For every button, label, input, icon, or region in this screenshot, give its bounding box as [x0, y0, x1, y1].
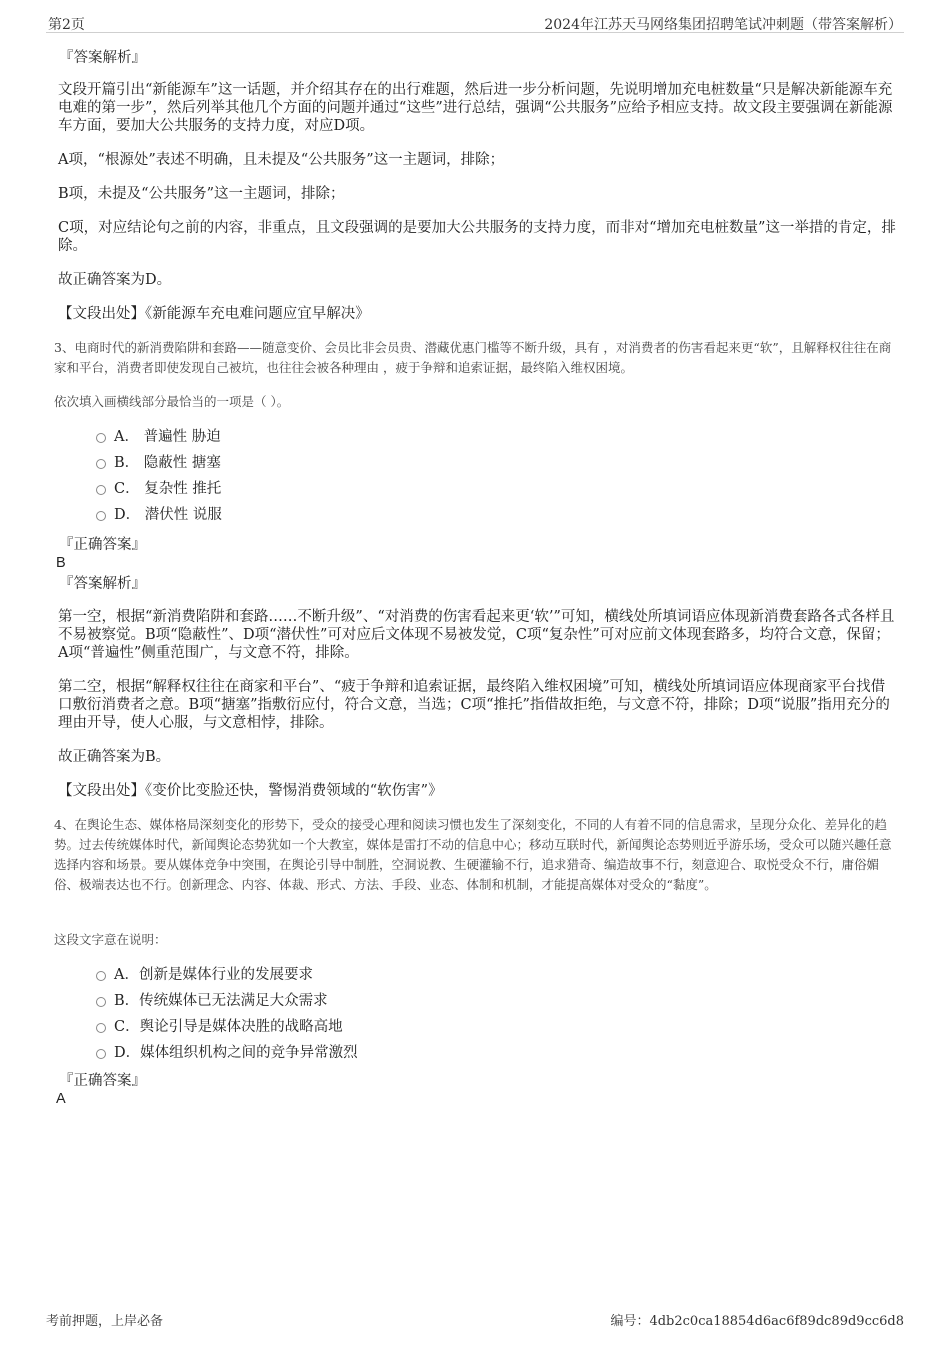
q4-option-d[interactable]: D．媒体组织机构之间的竞争异常激烈 — [56, 1040, 898, 1066]
q3-analysis-para-2: 第二空，根据“解释权往往在商家和平台”、“疲于争辩和追索证据，最终陷入维权困境”可知，横线处所填词语应体现商家平台找借口敷衍消费者之意。B项“搪塞”指敷衍应付，符合文意，当选；C项“推托”指借故拒绝，与文意不符，排除；D项“说服”指用充分的理由开导，使人心服，与文意相悖，排除。 — [58, 679, 890, 731]
q3-option-b[interactable]: B． 隐蔽性 搪塞 — [56, 450, 898, 476]
q3-analysis-conclusion: 故正确答案为B。 — [58, 749, 171, 765]
q2-analysis-label: 『答案解析』 — [59, 50, 146, 66]
q3-analysis-para-1: 第一空，根据“新消费陷阱和套路……不断升级”、“对消费的伤害看起来更‘软’”可知，横线处所填词语应体现新消费套路各式各样且不易被察觉。B项“隐蔽性”、D项“潜伏性”可对应后文体现不易被发觉，C项“复杂性”可对应前文体现套路多，均符合文意，保留；A项“普遍性”侧重范围广，与文意不符，排除。 — [58, 609, 895, 661]
radio-icon[interactable] — [96, 971, 106, 981]
q4-option-c[interactable]: C．舆论引导是媒体决胜的战略高地 — [56, 1014, 898, 1040]
q4-answer-label: 『正确答案』 — [59, 1073, 146, 1089]
q2-analysis-para-4: C项，对应结论句之前的内容，非重点，且文段强调的是要加大公共服务的支持力度，而非对“增加充电桩数量”这一举措的肯定，排除。 — [58, 220, 896, 254]
q2-analysis-para-1: 文段开篇引出“新能源车”这一话题，并介绍其存在的出行难题，然后进一步分析问题，先说明增加充电桩数量“只是解决新能源车充电难的第一步”，然后列举其他几个方面的问题并通过“这些”进行总结，强调“公共服务”应给予相应支持。故文段主要强调在新能源车方面，要加大公共服务的支持力度，对应D项。 — [58, 82, 893, 134]
q2-source: 【文段出处】《新能源车充电难问题应宜早解决》 — [58, 306, 370, 322]
radio-icon[interactable] — [96, 433, 106, 443]
q4-stem: 4、在舆论生态、媒体格局深刻变化的形势下，受众的接受心理和阅读习惯也发生了深刻变化，不同的人有着不同的信息需求，呈现分众化、差异化的趋势。过去传统媒体时代，新闻舆论态势犹如一个大教室，媒体是雷打不动的信息中心；移动互联时代，新闻舆论态势则近乎游乐场，受众可以随兴趣任意选择内容和场景。要从媒体竞争中突围，在舆论引导中制胜，空洞说教、生硬灌输不行，追求猎奇、编造故事不行，刻意迎合、取悦受众不行，庸俗媚俗、极端表达也不行。创新理念、内容、体裁、形式、方法、手段、业态、体制和机制，才能提高媒体对受众的“黏度”。 — [54, 817, 892, 892]
q4-instruction: 这段文字意在说明： — [54, 932, 167, 947]
q2-analysis-para-2: A项，“根源处”表述不明确，且未提及“公共服务”这一主题词，排除； — [58, 152, 505, 168]
document-id: 编号：4db2c0ca18854d6ac6f89dc89d9cc6d8 — [610, 1314, 904, 1329]
q3-source: 【文段出处】《变价比变脸还快，警惕消费领域的“软伤害”》 — [58, 783, 443, 799]
q4-options — [56, 962, 898, 1066]
q4-option-a[interactable]: A．创新是媒体行业的发展要求 — [56, 962, 898, 988]
q3-option-d[interactable]: D． 潜伏性 说服 — [56, 502, 898, 528]
q4-option-b[interactable]: B．传统媒体已无法满足大众需求 — [56, 988, 898, 1014]
page-header — [46, 12, 904, 33]
q3-stem: 3、电商时代的新消费陷阱和套路——随意变价、会员比非会员贵、潜藏优惠门槛等不断升级，具有 ，对消费者的伤害看起来更“软”，且解释权往往在商家和平台，消费者即使发现自己被坑，也往往会被各种理由 ，疲于争辩和追索证据，最终陷入维权困境。 — [54, 340, 892, 375]
radio-icon[interactable] — [96, 1049, 106, 1059]
radio-icon[interactable] — [96, 459, 106, 469]
q3-answer: B — [56, 555, 66, 571]
q3-options — [56, 424, 898, 528]
q3-answer-label: 『正确答案』 — [59, 537, 146, 553]
radio-icon[interactable] — [96, 485, 106, 495]
q3-analysis-label: 『答案解析』 — [59, 576, 146, 592]
page-number: 第2页 — [48, 17, 85, 33]
q3-instruction: 依次填入画横线部分最恰当的一项是（ ）。 — [54, 394, 290, 409]
q3-option-c[interactable]: C． 复杂性 推托 — [56, 476, 898, 502]
footer-slogan: 考前押题，上岸必备 — [46, 1314, 164, 1329]
document-title: 2024年江苏天马网络集团招聘笔试冲刺题（带答案解析） — [544, 17, 902, 33]
radio-icon[interactable] — [96, 997, 106, 1007]
q3-option-a[interactable]: A． 普遍性 胁迫 — [56, 424, 898, 450]
radio-icon[interactable] — [96, 1023, 106, 1033]
q2-analysis-para-3: B项，未提及“公共服务”这一主题词，排除； — [58, 186, 345, 202]
radio-icon[interactable] — [96, 511, 106, 521]
q2-analysis-conclusion: 故正确答案为D。 — [58, 272, 172, 288]
q4-answer: A — [56, 1091, 66, 1107]
